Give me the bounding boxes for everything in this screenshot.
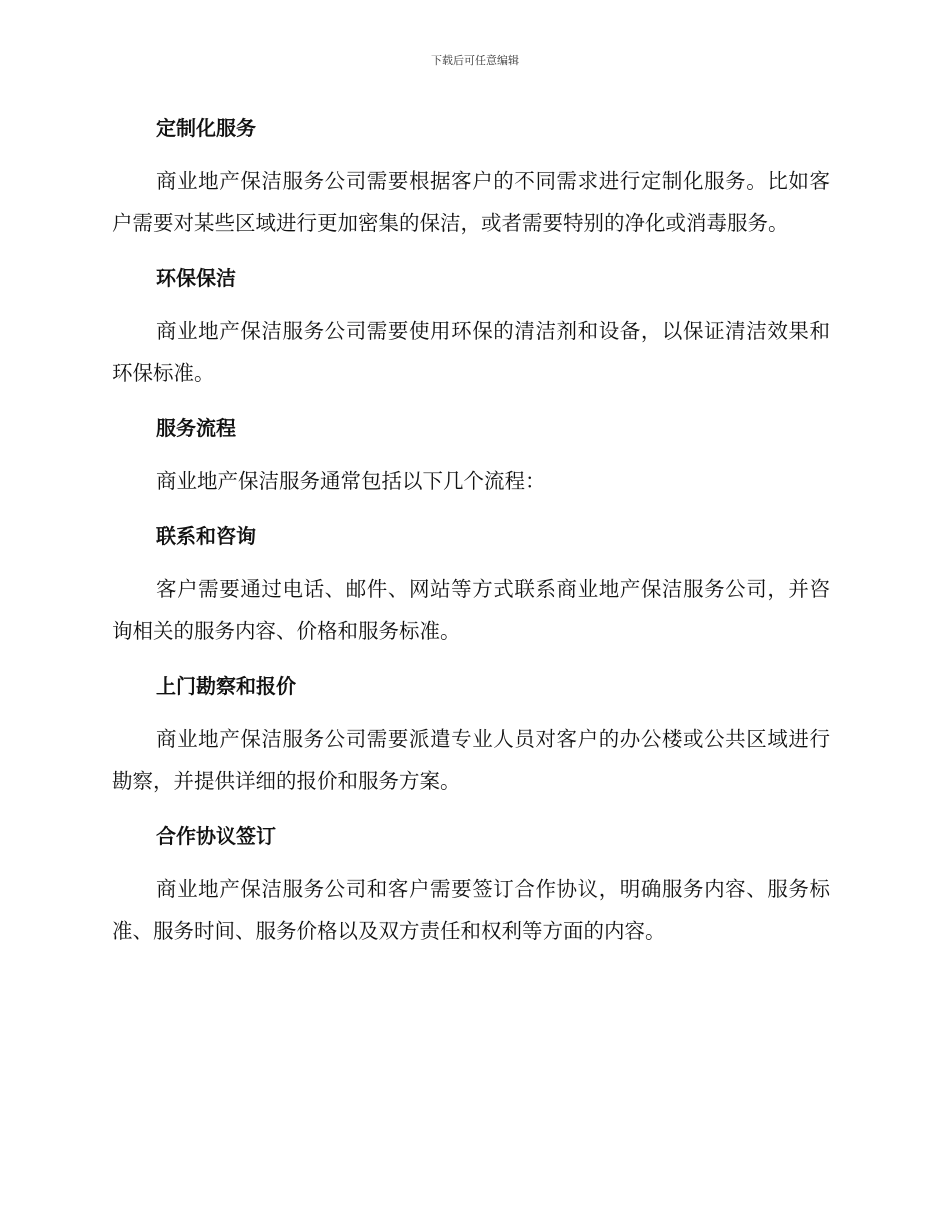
section-paragraph: 商业地产保洁服务公司需要根据客户的不同需求进行定制化服务。比如客户需要对某些区域进行更加密集的保洁，或者需要特别的净化或消毒服务。: [112, 169, 830, 235]
section-heading: 合作协议签订: [156, 824, 276, 848]
section-heading: 环保保洁: [156, 266, 236, 290]
section-heading: 定制化服务: [156, 116, 256, 140]
section-paragraph: 客户需要通过电话、邮件、网站等方式联系商业地产保洁服务公司，并咨询相关的服务内容、价格和服务标准。: [112, 577, 830, 643]
section-contact-consult: [112, 516, 830, 666]
section-paragraph: 商业地产保洁服务通常包括以下几个流程：: [156, 469, 546, 493]
section-heading: 上门勘察和报价: [156, 674, 296, 698]
section-paragraph: 商业地产保洁服务公司和客户需要签订合作协议，明确服务内容、服务标准、服务时间、服务价格以及双方责任和权利等方面的内容。: [112, 877, 830, 943]
page-header: 下载后可任意编辑: [431, 54, 519, 67]
section-eco-cleaning: [112, 258, 830, 408]
section-heading: 联系和咨询: [156, 524, 256, 548]
section-heading: 服务流程: [156, 416, 236, 440]
section-paragraph: 商业地产保洁服务公司需要使用环保的清洁剂和设备，以保证清洁效果和环保标准。: [112, 319, 830, 385]
section-customization: [112, 108, 830, 258]
document-body: [112, 108, 830, 952]
section-onsite-survey: [112, 666, 830, 816]
section-paragraph: 商业地产保洁服务公司需要派遣专业人员对客户的办公楼或公共区域进行勘察，并提供详细的报价和服务方案。: [112, 727, 830, 793]
section-agreement: [112, 816, 830, 952]
section-service-process: [112, 408, 830, 516]
